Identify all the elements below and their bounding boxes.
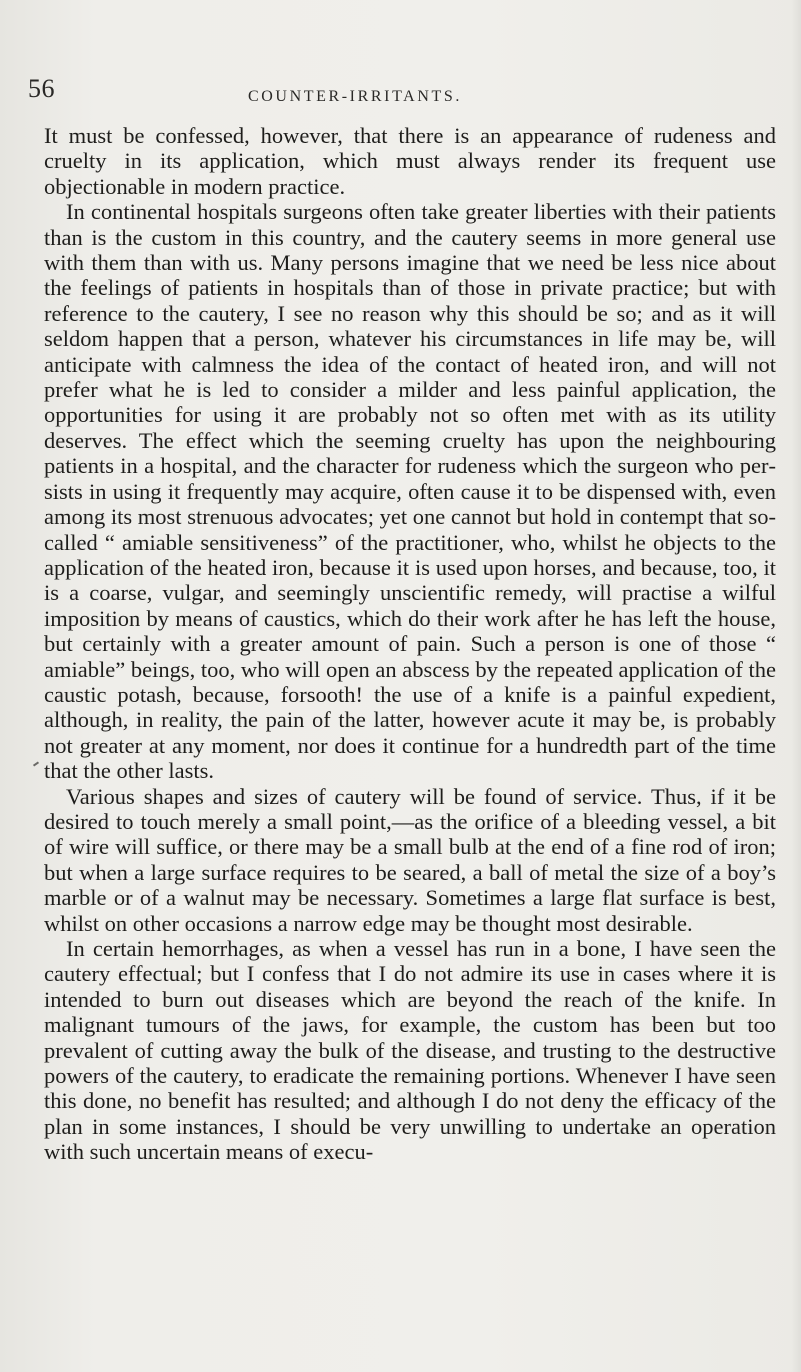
- paragraph: It must be confessed, however, that there is an appearance of rudeness and cruelty in its application, which must always render its frequent use objectionable in modern practice.: [44, 123, 776, 199]
- margin-mark: [33, 761, 39, 766]
- page-edge-shadow: [791, 0, 801, 1372]
- running-head: COUNTER-IRRITANTS.: [248, 88, 462, 105]
- paragraph: In certain hemorrhages, as when a vessel has run in a bone, I have seen the cautery effectual; but I confess that I do not admire its use in cases where it is intended to burn out diseases which are beyond the reach of the knife. In malignant tumours of the jaws, for example, the custom has been but too prevalent of cutting away the bulk of the disease, and trusting to the destructive powers of the cautery, to eradicate the remaining portions. Whenever I have seen this done, no benefit has resulted; and although I do not deny the efficacy of the plan in some instances, I should be very unwilling to undertake an operation with such uncertain means of execu-: [44, 936, 776, 1165]
- paragraph: In continental hospitals surgeons often take greater liberties with their patients than is the custom in this country, and the cautery seems in more general use with them than with us. Many persons imagine that we need be less nice about the feelings of patients in hospitals than of those in private practice; but with reference to the cautery, I see no reason why this should be so; and as it will seldom happen that a person, whatever his circumstances in life may be, will anticipate with calmness the idea of the contact of heated iron, and will not prefer what he is led to consider a milder and less painful application, the opportunities for using it are probably not so often met with as its utility deserves. The effect which the seeming cruelty has upon the neighbouring patients in a hospital, and the character for rudeness which the surgeon who persists in using it frequently may acquire, often cause it to be dispensed with, even among its most strenuous advocates; yet one cannot but hold in contempt that so-called “ amiable sensitiveness” of the practitioner, who, whilst he objects to the application of the heated iron, because it is used upon horses, and because, too, it is a coarse, vulgar, and seemingly unscientific remedy, will practise a wilful imposition by means of caustics, which do their work after he has left the house, but certainly with a greater amount of pain. Such a person is one of those “ amiable” beings, too, who will open an abscess by the repeated application of the caustic potash, because, forsooth! the use of a knife is a painful expedient, although, in reality, the pain of the latter, however acute it may be, is probably not greater at any moment, nor does it continue for a hundredth part of the time that the other lasts.: [44, 199, 776, 784]
- paragraph: Various shapes and sizes of cautery will be found of service. Thus, if it be desired to touch merely a small point,—as the orifice of a bleeding vessel, a bit of wire will suffice, or there may be a small bulb at the end of a fine rod of iron; but when a large surface requires to be seared, a ball of metal the size of a boy’s marble or of a walnut may be necessary. Sometimes a large flat surface is best, whilst on other occasions a narrow edge may be thought most desirable.: [44, 783, 776, 936]
- page-number: 56: [28, 74, 55, 103]
- body-text: [44, 123, 776, 1165]
